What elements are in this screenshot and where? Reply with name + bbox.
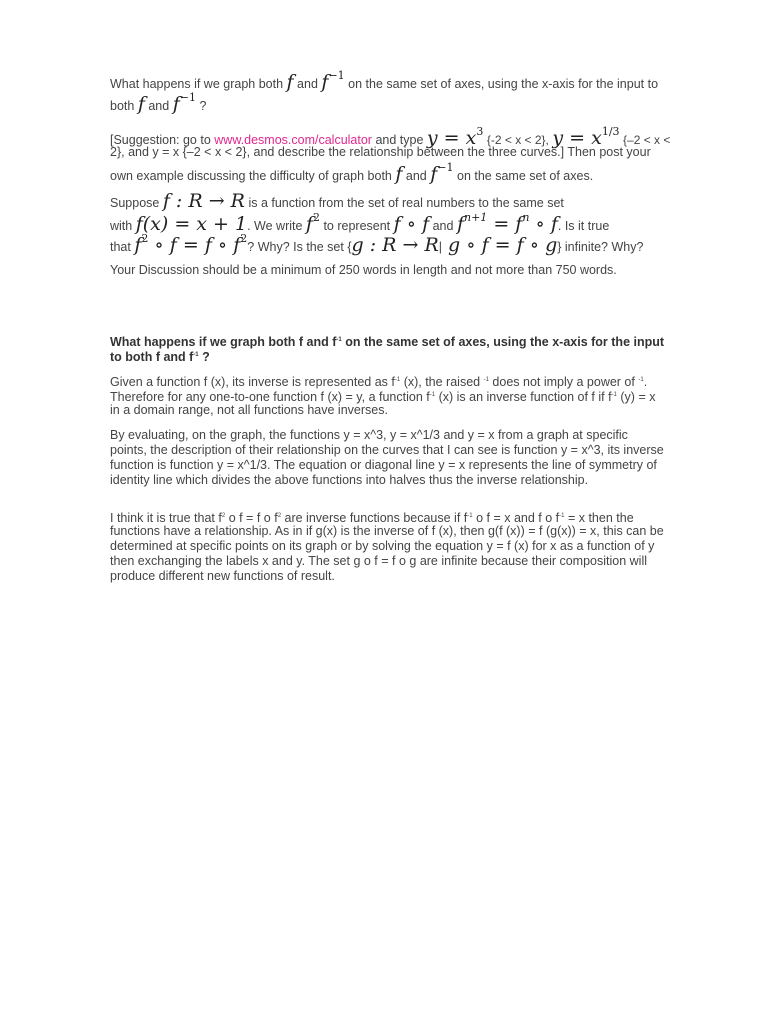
heading-text: ?: [202, 350, 210, 364]
math-f: f: [286, 71, 294, 93]
prompt-text: and: [297, 77, 318, 91]
answer-text: o f = f o f: [228, 511, 278, 525]
math-f-inverse: $f^{-1}$: [172, 91, 196, 115]
prompt-text: {–2 < x <: [623, 133, 671, 147]
prompt-word-count: Your Discussion should be a minimum of 250 words in length and not more than 750 words.: [110, 263, 617, 277]
math-f-inverse: $f^{-1}$: [430, 161, 454, 185]
heading-sup: -1: [193, 352, 199, 358]
answer-p3-line-5: produce different new functions of result.: [110, 569, 335, 583]
math-f-r-to-r: f : R → R: [162, 190, 245, 212]
prompt-text: on the same set of axes, using the x-axis for the input to: [348, 77, 659, 91]
answer-text: Therefore for any one-to-one function f (x) = y, a function f: [110, 390, 430, 404]
prompt-text: and: [148, 99, 170, 113]
math-f: f: [137, 93, 145, 115]
math-y-eq-x-cubed: $y = x^3$: [426, 125, 484, 149]
answer-p2-line-3: function is function y = x^1/3. The equation or diagonal line y = x represents the line of symmetry of: [110, 458, 657, 472]
answer-sup: -1: [429, 392, 436, 398]
prompt-line-2: [110, 92, 710, 114]
prompt-text: . We write: [247, 219, 303, 233]
heading-text: What happens if we graph both f and f: [110, 335, 337, 349]
prompt-text: What happens if we graph both: [110, 77, 284, 91]
prompt-text: ?: [199, 99, 207, 113]
math-f-n-plus-1: $f^{n+1} = f^n$ ∘ f: [456, 211, 558, 235]
prompt-line-4: [110, 145, 710, 160]
prompt-text: both: [110, 99, 135, 113]
prompt-line-5: [110, 162, 710, 184]
answer-text: are inverse functions because if f: [284, 511, 468, 525]
math-f-o-f: f ∘ f: [393, 213, 430, 235]
answer-sup: -1: [394, 377, 401, 383]
prompt-line-7: [110, 212, 710, 234]
math-y-eq-x-one-third: $y = x^{1/3}$: [552, 125, 620, 149]
prompt-text: Suppose: [110, 196, 160, 210]
answer-p1-line-3: in a domain range, not all functions have inverses.: [110, 403, 388, 417]
answer-text: (x), the raised: [403, 375, 481, 389]
answer-sup: 2: [221, 513, 226, 519]
answer-sup: -1: [611, 392, 617, 398]
answer-text: = x then the: [567, 511, 634, 525]
math-f-x-eq-x-plus-1: f(x) = x + 1: [135, 213, 248, 235]
answer-text: (x) is an inverse function of f if f: [438, 390, 612, 404]
prompt-text: |: [438, 240, 443, 254]
heading-text: to both f and f: [110, 350, 194, 364]
prompt-text: that: [110, 240, 131, 254]
answer-p3-line-3: determined at specific points on its graph or by solving the equation y = f (x) for x as a function of y: [110, 539, 655, 553]
math-f-squared: $f^2$: [305, 211, 320, 235]
math-f2-o-f: $f^2$ ∘ f = f ∘ $f^2$: [134, 232, 248, 256]
answer-text: .: [643, 375, 648, 389]
answer-text: (y) = x: [620, 390, 656, 404]
desmos-link[interactable]: www.desmos.com/calculator: [214, 133, 372, 147]
answer-text: I think it is true that f: [110, 511, 222, 525]
prompt-text: {-2 < x < 2},: [486, 133, 549, 147]
answer-p2-line-2: points, the description of their relationship on the curves that I can see is function y = x^3, its inverse: [110, 443, 664, 457]
prompt-text: and: [432, 219, 454, 233]
math-f: f: [395, 163, 403, 185]
prompt-text: is a function from the set of real numbers to the same set: [248, 196, 564, 210]
answer-sup: -1: [559, 513, 565, 519]
prompt-text: . Is it true: [557, 219, 610, 233]
prompt-text: 2}, and y = x {–2 < x < 2}, and describe the relationship between the three curves.] Then post your: [110, 145, 651, 159]
math-g-r-to-r: g : R → R: [351, 234, 439, 256]
answer-sup: 2: [277, 513, 282, 519]
prompt-text: ? Why? Is the set {: [247, 240, 352, 254]
answer-p3-line-2: functions have a relationship. As in if g(x) is the inverse of f (x), then g(f (x)) = f (g(x)) = x, this can be: [110, 524, 664, 538]
prompt-line-6: [110, 192, 710, 211]
prompt-text: } infinite? Why?: [557, 240, 644, 254]
answer-sup: -1: [483, 377, 489, 383]
math-g-o-f: g ∘ f = f ∘ g: [442, 234, 558, 256]
prompt-text: on the same set of axes.: [457, 169, 594, 183]
math-f-inverse: $f^{-1}$: [321, 69, 345, 93]
answer-text: o f = x and f o f: [476, 511, 560, 525]
prompt-line-1: [110, 70, 710, 92]
prompt-text: own example discussing the difficulty of graph both: [110, 169, 392, 183]
answer-heading-line-2: [110, 348, 710, 365]
prompt-text: [Suggestion: go to: [110, 133, 211, 147]
answer-text: does not imply a power of: [492, 375, 635, 389]
prompt-text: to represent: [323, 219, 391, 233]
answer-text: Given a function f (x), its inverse is represented as f: [110, 375, 395, 389]
answer-p3-line-4: then exchanging the labels x and y. The set g o f = f o g are infinite because their composition will: [110, 554, 648, 568]
prompt-line-8: [110, 233, 710, 255]
answer-p2-line-1: By evaluating, on the graph, the functions y = x^3, y = x^1/3 and y = x from a graph at specific: [110, 428, 628, 442]
heading-sup: -1: [336, 337, 342, 343]
prompt-text: with: [110, 219, 133, 233]
answer-sup: -1: [467, 513, 473, 519]
answer-sup: -1: [638, 377, 644, 383]
answer-p2-line-4: identity line which divides the above functions into halves thus the inverse relationship.: [110, 473, 589, 487]
prompt-text: and: [405, 169, 427, 183]
heading-text: on the same set of axes, using the x-axis for the input: [345, 335, 665, 349]
prompt-text: and type: [375, 133, 424, 147]
